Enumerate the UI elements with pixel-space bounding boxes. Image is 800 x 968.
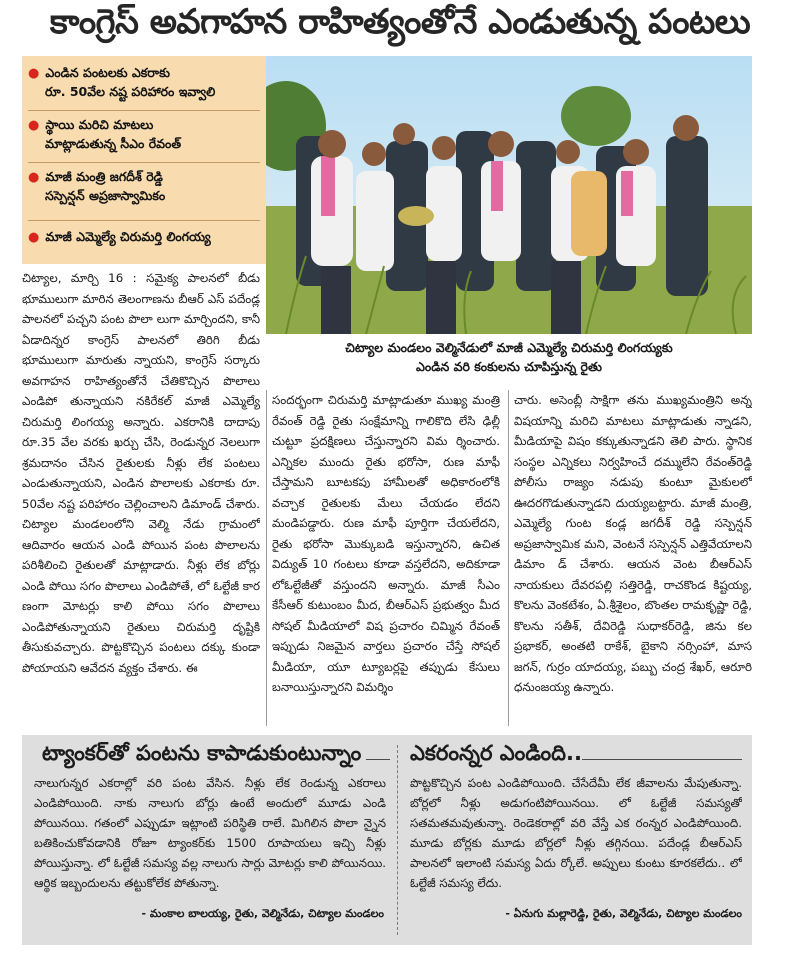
- article-column-3: చారు. అసెంబ్లీ సాక్షిగా తను ముఖ్యమంత్రిని అన్న విషయాన్ని మరిచి మాటలు మాట్లాడుతు న్నాడని, మీడియాపై విషం కక్కుతున్నాడని తెలి పారు. స్థానిక సంస్థల ఎన్నికలు నిర్వహించే దమ్ములేని రేవంత్‌రెడ్డి పోలీసు రాజ్యం నడుపు కుంటూ మైకులలో ఊదరగొడుతున్నాడని దుయ్యబట్టారు. మాజీ మంత్రి, ఎమ్మెల్యే గుంట కండ్ల జగదీశ్ రెడ్డి సస్పెన్షన్ అప్రజాస్వామిక మని, వెంటనే సస్పెన్షన్ ఎత్తివేయాలని డిమాం డ్ చేశారు. ఆయన వెంట బీఆర్ఎస్ నాయకులు దేవరపల్లి సత్తిరెడ్డి, రాచకొండ కిష్టయ్య, కొలను వెంకటేశం, ఏ.శ్రీశైలం, బొంతల రామకృష్ణా రెడ్డి, కొలను సతీశ్, దేవిరెడ్డి సుధాకర్‌రెడ్డి, జిను కల ప్రభాకర్, అంతటి రాకేశ్, బైకాని నర్సింహా, మాస జగన్, గుర్రం యాదయ్య, పబ్బు చంద్ర శేఖర్, ఆరూరి ధనుంజయ్య ఉన్నారు.: [514, 393, 752, 694]
- highlight-item: ● మాజీ మంత్రి జగదీశ్ రెడ్డి సస్పెన్షన్ అప్రజాస్వామికం: [28, 169, 166, 203]
- news-photo: [266, 56, 752, 334]
- farmer-quotes-box: [22, 735, 752, 945]
- title-rule: [366, 759, 390, 760]
- quote-left-title: ట్యాంకర్‌తో పంటను కాపాడుకుంటున్నాం: [42, 741, 362, 765]
- divider: [28, 162, 260, 163]
- quote-divider: [397, 745, 398, 935]
- column-divider: [266, 390, 267, 726]
- bullet-icon: ●: [28, 118, 40, 133]
- highlight-item: ● మాజీ ఎమ్మెల్యే చిరుమర్తి లింగయ్య: [28, 229, 211, 245]
- quote-right-title: ఎకరంన్నర ఎండింది..: [410, 741, 582, 765]
- column-divider: [508, 390, 509, 726]
- title-rule: [582, 759, 742, 760]
- bullet-icon: ●: [28, 170, 40, 185]
- article-column-2: సందర్భంగా చిరుమర్తి మాట్లాడుతూ ముఖ్య మంత్రి రేవంత్ రెడ్డి రైతు సంక్షేమాన్ని గాలికొది లేసి ఢిల్లీ చుట్టూ ప్రదక్షిణలు చేస్తున్నారని విమ ర్శించారు. ఎన్నికల ముందు రైతు భరోసా, రుణ మాఫీ చేస్తామని బూటకపు హామీలతో అధికారంలోకి వచ్చాక రైతులకు మేలు చేయడం లేదని మండిపడ్డారు. రుణ మాఫీ పూర్తిగా చేయలేదని, రైతు భరోసా మొక్కుబడి ఇస్తున్నారని, ఉచిత విద్యుత్ 10 గంటలు కూడా వస్తలేదని, అదికూడా లోఓల్టేజీతో వస్తుందని అన్నారు. మాజీ సీఎం కేసీఆర్ కుటుంబం మీద, బీఆర్ఎస్ ప్రభుత్వం మీద సోషల్ మీడియాలో విష ప్రచారం చిమ్మిన రేవంత్ ఇప్పుడు నిజమైన వార్తలు ప్రచారం చేస్తే సోషల్ మీడియా, యూ ట్యూబర్లపై తప్పుడు కేసులు బనాయిస్తున్నారని విమర్శిం: [272, 393, 500, 694]
- highlight-item: ● స్థాయి మరిచి మాటలు మాట్లాడుతున్న సీఎం రేవంత్: [28, 117, 182, 151]
- article-column-1: చిట్యాల, మార్చి 16 : సమైక్య పాలనలో బీడు భూములుగా మారిన తెలంగాణను బీఆర్ ఎస్ పదేండ్ల పాలనలో పచ్చని పంట పొలా లుగా మార్చిందని, కానీ ఏడాదిన్నర కాంగ్రెస్ పాలనలో తిరిగి బీడు భూములుగా మారుతు న్నాయని, కాంగ్రెస్ సర్కారు అవగాహన రాహిత్యంతోనే చేతికొచ్చిన పొలాలు ఎండిపో తున్నాయని నకిరేకల్ మాజీ ఎమ్మెల్యే చిరుమర్తి లింగయ్య అన్నారు. ఎకరానికి దాదాపు రూ.35 వేల వరకు ఖర్చు చేసి, రెండున్నర నెలలుగా శ్రమదానం చేసిన రైతులకు నీళ్లు లేక పంటలు ఎండుతున్నాయని, ఎండిన పొలాలకు ఎకరాకు రూ. 50వేల నష్ట పరిహారం చెల్లించాలని డిమాండ్ చేశారు. చిట్యాల మండలంలోని వెల్మి నేడు గ్రామంలో ఆదివారం ఆయన ఎండి పోయిన పంట పొలాలను పరిశీలించి రైతులతో మాట్లాడారు. నీళ్లు లేక బోర్లు ఎండి పోయి సగం పొలాలు ఎండిపోతే, లో ఓల్టేజీ కార ణంగా మోటర్లు కాలి పోయి సగం పొలాలు ఎండిపోతున్నాయని రైతులు చిరుమర్తి దృష్టికి తీసుకువచ్చారు. పొట్టకొచ్చిన పంటలు దక్కు కుండా పోయాయని ఆవేదన వ్యక్తం చేశారు. ఈ: [22, 271, 260, 675]
- quote-right-signature: - ఏనుగు మల్లారెడ్డి, రైతు, వెల్మినేడు, చిట్యాల మండలం: [505, 907, 742, 920]
- photo-caption: చిట్యాల మండలం వెల్మినేడులో మాజీ ఎమ్మెల్యే చిరుమర్తి లింగయ్యకు ఎండిన వరి కంకులను చూపిస్తున్న రైతు: [345, 340, 673, 374]
- bullet-icon: ●: [28, 230, 40, 245]
- divider: [28, 110, 260, 111]
- bullet-icon: ●: [28, 66, 40, 81]
- highlight-item: ● ఎండిన పంటలకు ఎకరాకు రూ. 50వేల నష్ట పరిహారం ఇవ్వాలి: [28, 65, 216, 99]
- quote-left-text: నాలుగున్నర ఎకరాల్లో వరి పంట వేసిన. నీళ్లు లేక రెండున్న ఎకరాలు ఎండిపోయింది. నాకు నాలుగు బోర్లు ఉంటే అందులో మూడు ఎండి పోయినయి. గతంలో ఎప్పుడూ ఇట్లాంటి పరిస్థితి రాలే. మిగిలిన పొలా న్నైన బతికించుకోవడానికి రోజూ ట్యాంకర్‌కు 1500 రూపాయలు ఇచ్చి నీళ్లు పోయిస్తున్నా. లో ఓల్టేజీ సమస్య వల్ల నాలుగు సార్లు మోటర్లు కాలి పోయినయి. ఆర్థిక ఇబ్బందులను తట్టుకోలేక పోతున్నా.: [34, 776, 386, 890]
- photo-farmers-field: [266, 56, 752, 334]
- highlights-box: [22, 56, 266, 264]
- quote-left-signature: - మంకాల బాలయ్య, రైతు, వెల్మినేడు, చిట్యాల మండలం: [141, 907, 384, 920]
- headline: కాంగ్రెస్ అవగాహన రాహిత్యంతోనే ఎండుతున్న పంటలు: [49, 2, 751, 42]
- quote-right-text: పొట్టకొచ్చిన పంట ఎండిపోయింది. చేసేదేమీ లేక జీవాలను మేపుతున్నా. బోర్లలో నీళ్లు అడుగంటిపోయినయి. లో ఓల్టేజీ సమస్యతో సతమతమవుతున్నా. రెండెకరాల్లో వరి వేస్తే ఎక రంన్నర ఎండిపోయింది. మూడు బోర్లకు మూడు బోర్లలో నీళ్లు తగ్గినయి. పదేండ్ల బీఆర్ఎస్ పాలనలో ఇలాంటి సమస్య ఏదు ర్కోలే. అప్పులు కుంటు కూరకలేదు.. లో ఓల్టేజీ సమస్య లేదు.: [410, 776, 742, 890]
- divider: [28, 220, 260, 221]
